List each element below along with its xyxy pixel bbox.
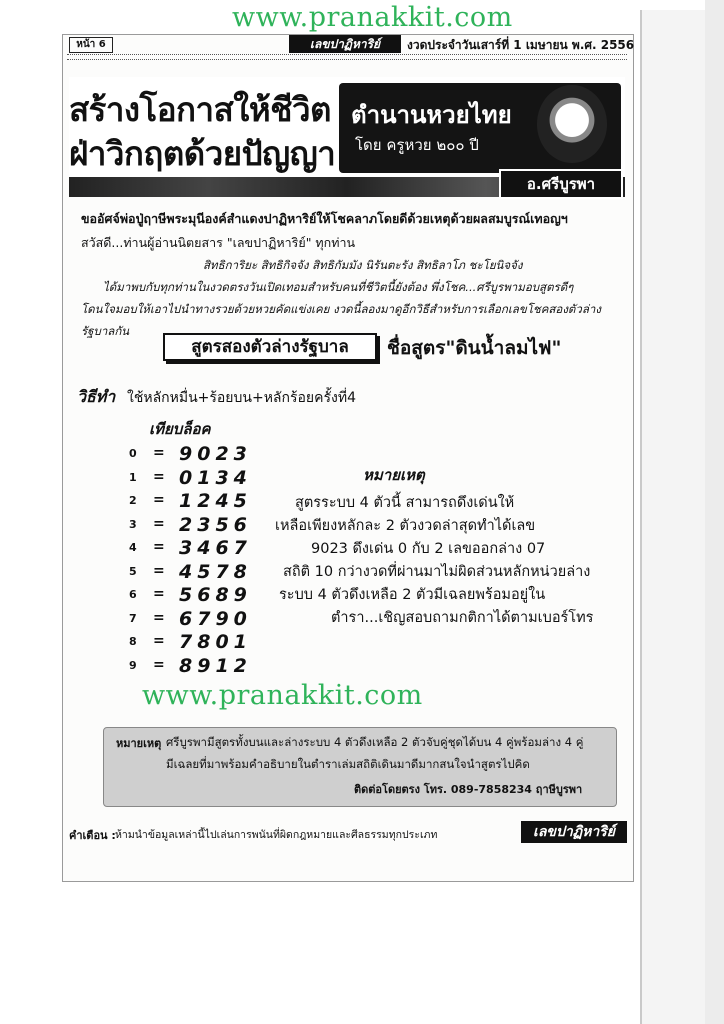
row-value: 9023 (179, 443, 252, 465)
headline-line-1: สร้างโอกาสให้ชีวิต (69, 90, 331, 129)
footer-note-line-2: มีเฉลยที่มาพร้อมคำอธิบายในตำราเล่มสถิติเดินมาดีมากสนใจนำสูตรไปคิด (166, 757, 530, 771)
row-value: 3467 (179, 537, 252, 559)
equals-sign: = (153, 633, 165, 649)
row-key: 8 (129, 635, 137, 648)
warning-label: คำเตือน : (69, 829, 116, 842)
row-key: 0 (129, 447, 137, 460)
table-row (129, 514, 259, 538)
row-key: 4 (129, 541, 137, 554)
page-number: หน้า 6 (69, 37, 113, 53)
column-subtitle: โดย ครูหวย ๒๐๐ ปี (355, 136, 479, 154)
intro-chant: สิทธิการิยะ สิทธิกิจจัง สิทธิกัมมัง นิรันตะรัง สิทธิลาโภ ชะโยนิจจัง (203, 258, 523, 272)
footer-note-label: หมายเหตุ (116, 737, 162, 750)
header-brand: เลขปาฏิหาริย์ (289, 35, 401, 53)
row-value: 6790 (179, 607, 252, 630)
intro-blessing: ขออัศจ์พ่อปู่ฤาษีพระมุนีองค์สำแดงปาฏิหาริย์ให้โชคลาภโดยดีด้วยเหตุด้วยผลสมบูรณ์เทอญฯ (81, 211, 568, 226)
note-line: สถิติ 10 กว่างวดที่ผ่านมาไม่ผิดส่วนหลักหน่วยล่าง (283, 564, 591, 580)
giant-mask-icon (537, 85, 607, 163)
table-row (129, 490, 259, 514)
equals-sign: = (153, 656, 165, 673)
row-key: 9 (129, 658, 137, 672)
equals-sign: = (153, 445, 165, 461)
row-key: 1 (129, 470, 137, 484)
table-row (129, 537, 259, 561)
method-text: ใช้หลักหมื่น+ร้อยบน+หลักร้อยครั้งที่4 (127, 390, 356, 406)
row-key: 7 (129, 611, 137, 625)
formula-name: ชื่อสูตร"ดินน้ำลมไฟ" (387, 337, 562, 359)
row-value: 2356 (179, 513, 252, 536)
equals-sign: = (153, 515, 165, 532)
row-value: 1245 (179, 490, 252, 512)
footer-note-line-1: ศรีบูรพามีสูตรทั้งบนและล่างระบบ 4 ตัวดึงเหลือ 2 ตัวจับคู่ชุดได้บน 4 คู่พร้อมล่าง 4 คู่ (166, 735, 584, 749)
intro-greeting: สวัสดี...ท่านผู้อ่านนิตยสาร "เลขปาฏิหาริย์" ทุกท่าน (81, 235, 356, 250)
table-row (129, 631, 259, 655)
row-value: 8912 (179, 654, 252, 677)
row-key: 5 (129, 564, 137, 578)
magazine-page (62, 34, 634, 882)
equals-sign: = (153, 586, 165, 602)
equals-sign: = (153, 609, 165, 626)
formula-title-box: สูตรสองตัวล่างรัฐบาล (163, 333, 377, 361)
equals-sign: = (153, 468, 165, 485)
footer-contact: ติดต่อโดยตรง โทร. 089-7858234 ฤาษีบูรพา (354, 783, 583, 796)
note-line: ระบบ 4 ตัวดึงเหลือ 2 ตัวมีเฉลยพร้อมอยู่ใน (279, 587, 546, 603)
warning-text: ห้ามนำข้อมูลเหล่านี้ไปเล่นการพนันที่ผิดกฎหมายและศีลธรรมทุกประเภท (115, 829, 438, 841)
table-row (129, 655, 259, 679)
page-header (63, 35, 633, 55)
row-key: 3 (129, 517, 137, 531)
equals-sign: = (153, 539, 165, 555)
title-banner (69, 77, 625, 197)
column-title: ตำนานหวยไทย (351, 101, 512, 129)
note-line: 9023 ดึงเด่น 0 กับ 2 เลขออกล่าง 07 (311, 541, 546, 557)
equals-sign: = (153, 562, 165, 579)
row-value: 4578 (179, 560, 252, 583)
intro-text-3: รัฐบาลกัน (81, 324, 130, 338)
note-title: หมายเหตุ (363, 466, 425, 484)
table-row (129, 608, 259, 632)
note-line: สูตรระบบ 4 ตัวนี้ สามารถดึงเด่นให้ (295, 495, 515, 511)
equals-sign: = (153, 492, 165, 508)
scan-edge-strip (705, 0, 724, 1024)
row-value: 5689 (179, 584, 252, 606)
table-row (129, 467, 259, 491)
table-row (129, 584, 259, 608)
footer-note-box (103, 727, 617, 807)
headline-line-2: ฝ่าวิกฤตด้วยปัญญา (69, 134, 336, 173)
method-label: วิธีทำ (77, 387, 116, 406)
note-line: เหลือเพียงหลักละ 2 ตัวงวดล่าสุดทำได้เลข (275, 518, 536, 534)
note-line: ตำรา...เชิญสอบถามกติกาได้ตามเบอร์โทร (331, 610, 594, 626)
row-value: 7801 (179, 631, 252, 653)
footer-brand: เลขปาฏิหาริย์ (521, 821, 627, 843)
issue-date: งวดประจำวันเสาร์ที่ 1 เมษายน พ.ศ. 2556 (407, 38, 635, 52)
column-title-box (339, 83, 621, 173)
lock-table (129, 443, 259, 678)
watermark-bottom: www.pranakkit.com (142, 680, 423, 711)
row-key: 6 (129, 588, 137, 601)
intro-text-2: โดนใจมอบให้เอาไปนำทางรวยด้วยหวยคัดแข่งเคย งวดนี้ลองมาดูอีกวิธีสำหรับการเลือกเลขโชคสองตัวล่าง (81, 302, 601, 316)
author-badge: อ.ศรีบูรพา (499, 169, 623, 199)
lock-table-label: เทียบล็อค (149, 420, 211, 438)
table-row (129, 561, 259, 585)
watermark-top: www.pranakkit.com (232, 2, 513, 33)
header-rule (67, 54, 627, 60)
intro-text-1: ได้มาพบกับทุกท่านในงวดตรงวันเปิดเทอมสำหรับคนที่ชีวิตนี้ยังต้อง พึ่งโชค...ศรีบูรพามอบสูตรดีๆ (103, 280, 574, 294)
table-row (129, 443, 259, 467)
row-key: 2 (129, 494, 137, 507)
row-value: 0134 (179, 466, 252, 489)
